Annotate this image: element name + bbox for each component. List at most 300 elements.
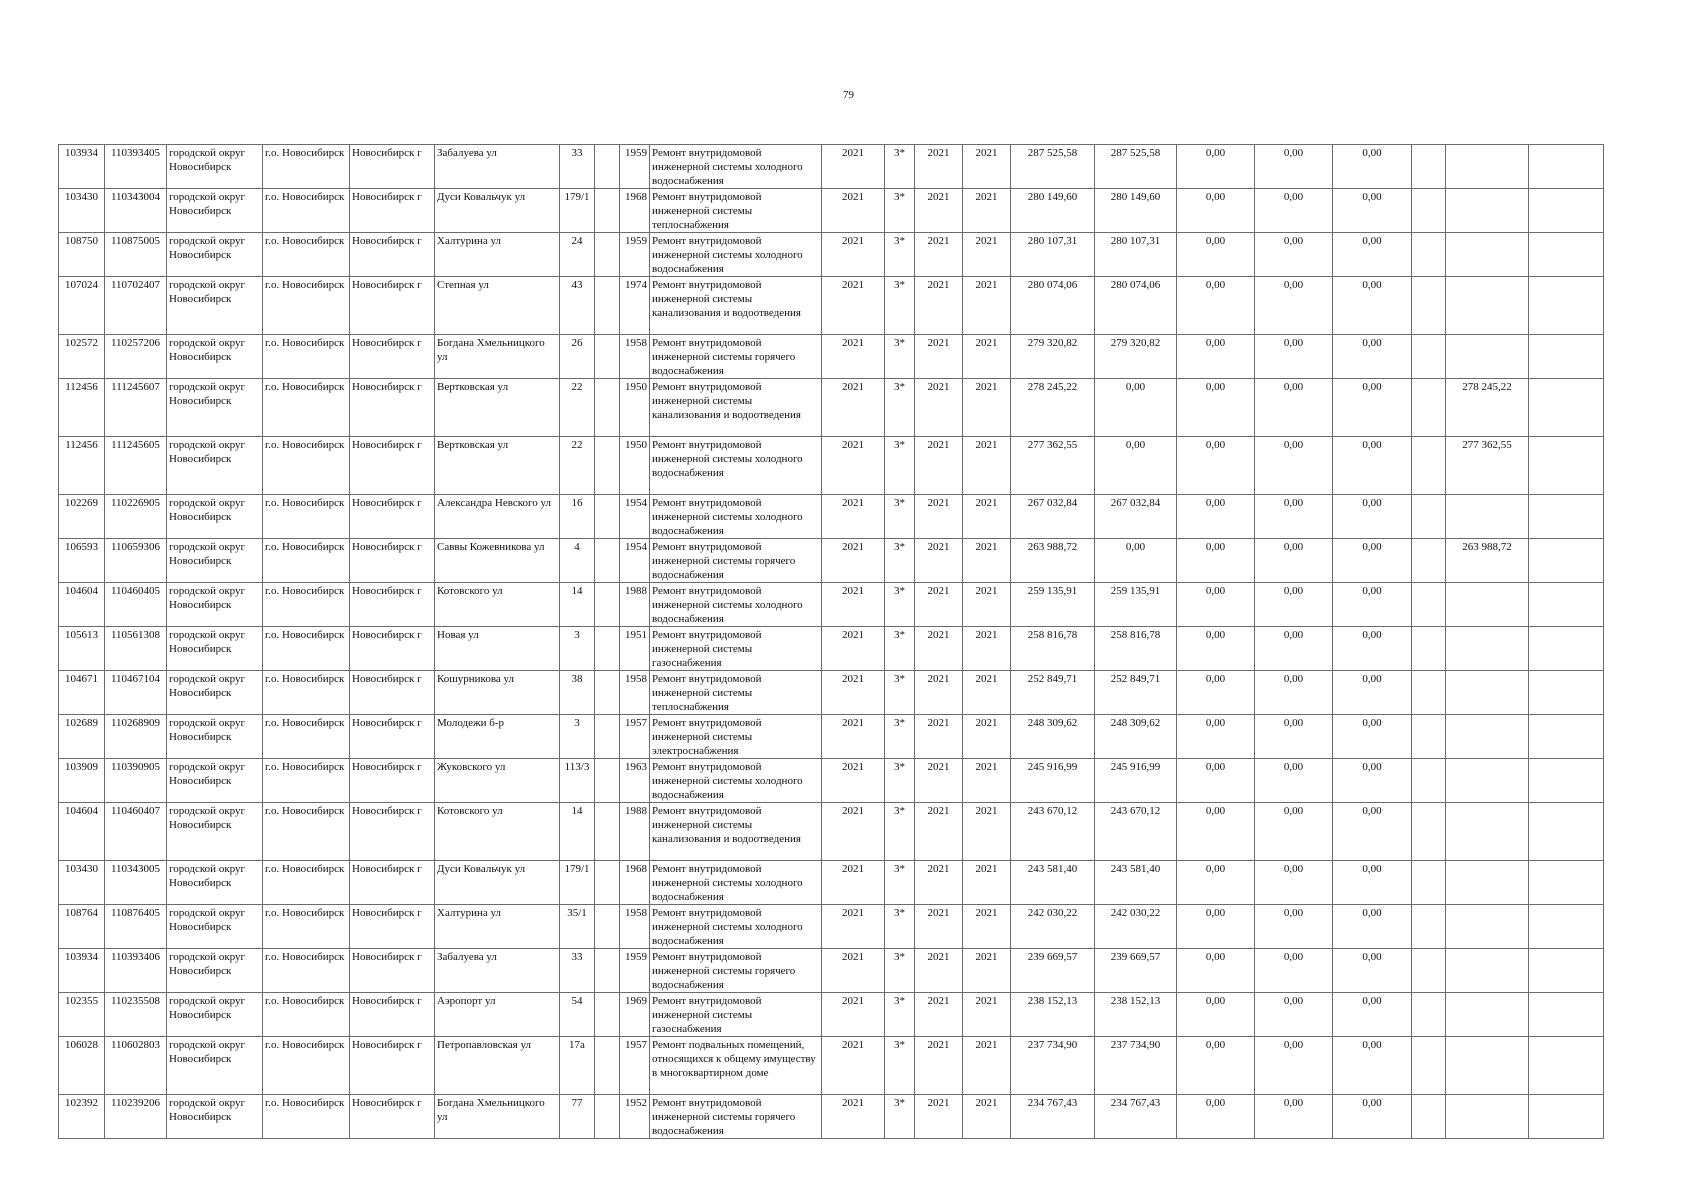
table-row — [59, 671, 1604, 715]
plan-year-cell: 2021 — [822, 495, 885, 539]
plan-year-cell: 2021 — [822, 1037, 885, 1095]
end-year-cell: 2021 — [963, 495, 1011, 539]
plan-year-cell: 2021 — [822, 539, 885, 583]
municipality-cell: городской округ Новосибирск — [167, 671, 263, 715]
note-cell — [1529, 1037, 1604, 1095]
house-number-cell: 33 — [560, 145, 595, 189]
federal-cost-cell: 0,00 — [1177, 437, 1255, 495]
end-year-cell: 2021 — [963, 335, 1011, 379]
table-row — [59, 759, 1604, 803]
municipality-cell: городской округ Новосибирск — [167, 583, 263, 627]
priority-cell: 3* — [885, 803, 915, 861]
fund-cost-cell: 252 849,71 — [1095, 671, 1177, 715]
work-id-cell: 110343005 — [105, 861, 167, 905]
work-id-cell: 110226905 — [105, 495, 167, 539]
locality-cell: Новосибирск г — [350, 189, 435, 233]
regional-cost-cell: 0,00 — [1255, 905, 1333, 949]
building-cell — [595, 993, 620, 1037]
work-type-cell: Ремонт внутридомовой инженерной системы холодного водоснабжения — [650, 145, 822, 189]
house-number-cell: 16 — [560, 495, 595, 539]
house-number-cell: 179/1 — [560, 861, 595, 905]
work-id-cell: 110876405 — [105, 905, 167, 949]
note-cell — [1529, 1095, 1604, 1139]
total-cost-cell: 267 032,84 — [1011, 495, 1095, 539]
municipality-cell: городской округ Новосибирск — [167, 993, 263, 1037]
priority-cell: 3* — [885, 671, 915, 715]
street-cell: Богдана Хмельницкого ул — [435, 1095, 560, 1139]
total-cost-cell: 280 107,31 — [1011, 233, 1095, 277]
local-cost-cell: 0,00 — [1333, 277, 1412, 335]
other-cost-cell: 263 988,72 — [1446, 539, 1529, 583]
federal-cost-cell: 0,00 — [1177, 233, 1255, 277]
local-cost-cell: 0,00 — [1333, 861, 1412, 905]
building-cell — [595, 627, 620, 671]
note-cell — [1529, 189, 1604, 233]
priority-cell: 3* — [885, 379, 915, 437]
note-cell — [1529, 627, 1604, 671]
priority-cell: 3* — [885, 993, 915, 1037]
other-cost-cell — [1446, 905, 1529, 949]
building-cell — [595, 379, 620, 437]
priority-cell: 3* — [885, 1095, 915, 1139]
table-row — [59, 437, 1604, 495]
plan-year-cell: 2021 — [822, 671, 885, 715]
locality-cell: Новосибирск г — [350, 861, 435, 905]
settlement-cell: г.о. Новосибирск — [263, 627, 350, 671]
local-cost-cell: 0,00 — [1333, 495, 1412, 539]
house-number-cell: 35/1 — [560, 905, 595, 949]
regional-cost-cell: 0,00 — [1255, 671, 1333, 715]
total-cost-cell: 234 767,43 — [1011, 1095, 1095, 1139]
year-built-cell: 1954 — [620, 539, 650, 583]
locality-cell: Новосибирск г — [350, 335, 435, 379]
table-row — [59, 233, 1604, 277]
object-id-cell: 104671 — [59, 671, 105, 715]
table-row — [59, 1095, 1604, 1139]
municipality-cell: городской округ Новосибирск — [167, 627, 263, 671]
work-id-cell: 110239206 — [105, 1095, 167, 1139]
street-cell: Кошурникова ул — [435, 671, 560, 715]
regional-cost-cell: 0,00 — [1255, 715, 1333, 759]
table-row — [59, 539, 1604, 583]
year-built-cell: 1959 — [620, 233, 650, 277]
other-cost-cell — [1446, 1037, 1529, 1095]
note-cell — [1529, 759, 1604, 803]
municipality-cell: городской округ Новосибирск — [167, 189, 263, 233]
object-id-cell: 103430 — [59, 861, 105, 905]
work-id-cell: 110257206 — [105, 335, 167, 379]
local-cost-cell: 0,00 — [1333, 583, 1412, 627]
year-built-cell: 1969 — [620, 993, 650, 1037]
table-row — [59, 1037, 1604, 1095]
note-cell — [1529, 803, 1604, 861]
settlement-cell: г.о. Новосибирск — [263, 539, 350, 583]
street-cell: Петропавловская ул — [435, 1037, 560, 1095]
start-year-cell: 2021 — [915, 803, 963, 861]
fund-cost-cell: 243 581,40 — [1095, 861, 1177, 905]
total-cost-cell: 279 320,82 — [1011, 335, 1095, 379]
work-type-cell: Ремонт подвальных помещений, относящихся к общему имуществу в многоквартирном доме — [650, 1037, 822, 1095]
locality-cell: Новосибирск г — [350, 233, 435, 277]
total-cost-cell: 287 525,58 — [1011, 145, 1095, 189]
locality-cell: Новосибирск г — [350, 1095, 435, 1139]
year-built-cell: 1974 — [620, 277, 650, 335]
municipality-cell: городской округ Новосибирск — [167, 715, 263, 759]
note-cell — [1529, 539, 1604, 583]
other-cost-cell — [1446, 803, 1529, 861]
fund-cost-cell: 280 107,31 — [1095, 233, 1177, 277]
priority-cell: 3* — [885, 539, 915, 583]
federal-cost-cell: 0,00 — [1177, 277, 1255, 335]
locality-cell: Новосибирск г — [350, 583, 435, 627]
object-id-cell: 112456 — [59, 379, 105, 437]
table-row — [59, 335, 1604, 379]
total-cost-cell: 278 245,22 — [1011, 379, 1095, 437]
note-cell — [1529, 233, 1604, 277]
building-cell — [595, 1095, 620, 1139]
note-cell — [1529, 861, 1604, 905]
street-cell: Забалуева ул — [435, 949, 560, 993]
fund-cost-cell: 0,00 — [1095, 379, 1177, 437]
owners-cost-cell — [1412, 145, 1446, 189]
owners-cost-cell — [1412, 495, 1446, 539]
note-cell — [1529, 145, 1604, 189]
federal-cost-cell: 0,00 — [1177, 583, 1255, 627]
work-type-cell: Ремонт внутридомовой инженерной системы горячего водоснабжения — [650, 1095, 822, 1139]
end-year-cell: 2021 — [963, 277, 1011, 335]
end-year-cell: 2021 — [963, 861, 1011, 905]
year-built-cell: 1958 — [620, 671, 650, 715]
total-cost-cell: 258 816,78 — [1011, 627, 1095, 671]
municipality-cell: городской округ Новосибирск — [167, 495, 263, 539]
owners-cost-cell — [1412, 671, 1446, 715]
year-built-cell: 1988 — [620, 583, 650, 627]
regional-cost-cell: 0,00 — [1255, 379, 1333, 437]
settlement-cell: г.о. Новосибирск — [263, 759, 350, 803]
owners-cost-cell — [1412, 715, 1446, 759]
start-year-cell: 2021 — [915, 145, 963, 189]
work-id-cell: 110390905 — [105, 759, 167, 803]
note-cell — [1529, 379, 1604, 437]
priority-cell: 3* — [885, 145, 915, 189]
street-cell: Саввы Кожевникова ул — [435, 539, 560, 583]
end-year-cell: 2021 — [963, 993, 1011, 1037]
start-year-cell: 2021 — [915, 861, 963, 905]
other-cost-cell — [1446, 189, 1529, 233]
local-cost-cell: 0,00 — [1333, 671, 1412, 715]
local-cost-cell: 0,00 — [1333, 233, 1412, 277]
start-year-cell: 2021 — [915, 671, 963, 715]
owners-cost-cell — [1412, 539, 1446, 583]
house-number-cell: 24 — [560, 233, 595, 277]
note-cell — [1529, 949, 1604, 993]
municipality-cell: городской округ Новосибирск — [167, 379, 263, 437]
end-year-cell: 2021 — [963, 905, 1011, 949]
year-built-cell: 1954 — [620, 495, 650, 539]
street-cell: Богдана Хмельницкого ул — [435, 335, 560, 379]
work-type-cell: Ремонт внутридомовой инженерной системы теплоснабжения — [650, 671, 822, 715]
end-year-cell: 2021 — [963, 1037, 1011, 1095]
building-cell — [595, 759, 620, 803]
note-cell — [1529, 437, 1604, 495]
settlement-cell: г.о. Новосибирск — [263, 233, 350, 277]
work-id-cell: 111245607 — [105, 379, 167, 437]
locality-cell: Новосибирск г — [350, 1037, 435, 1095]
regional-cost-cell: 0,00 — [1255, 189, 1333, 233]
object-id-cell: 103430 — [59, 189, 105, 233]
other-cost-cell: 277 362,55 — [1446, 437, 1529, 495]
regional-cost-cell: 0,00 — [1255, 861, 1333, 905]
fund-cost-cell: 0,00 — [1095, 539, 1177, 583]
fund-cost-cell: 234 767,43 — [1095, 1095, 1177, 1139]
owners-cost-cell — [1412, 627, 1446, 671]
end-year-cell: 2021 — [963, 145, 1011, 189]
year-built-cell: 1950 — [620, 379, 650, 437]
work-type-cell: Ремонт внутридомовой инженерной системы холодного водоснабжения — [650, 495, 822, 539]
federal-cost-cell: 0,00 — [1177, 861, 1255, 905]
fund-cost-cell: 280 149,60 — [1095, 189, 1177, 233]
other-cost-cell — [1446, 233, 1529, 277]
fund-cost-cell: 0,00 — [1095, 437, 1177, 495]
work-id-cell: 110602803 — [105, 1037, 167, 1095]
house-number-cell: 22 — [560, 437, 595, 495]
other-cost-cell — [1446, 759, 1529, 803]
total-cost-cell: 263 988,72 — [1011, 539, 1095, 583]
street-cell: Вертковская ул — [435, 379, 560, 437]
priority-cell: 3* — [885, 905, 915, 949]
municipality-cell: городской округ Новосибирск — [167, 803, 263, 861]
work-id-cell: 110460405 — [105, 583, 167, 627]
priority-cell: 3* — [885, 1037, 915, 1095]
municipality-cell: городской округ Новосибирск — [167, 277, 263, 335]
building-cell — [595, 145, 620, 189]
work-id-cell: 110659306 — [105, 539, 167, 583]
object-id-cell: 102689 — [59, 715, 105, 759]
settlement-cell: г.о. Новосибирск — [263, 277, 350, 335]
total-cost-cell: 243 581,40 — [1011, 861, 1095, 905]
owners-cost-cell — [1412, 379, 1446, 437]
fund-cost-cell: 242 030,22 — [1095, 905, 1177, 949]
federal-cost-cell: 0,00 — [1177, 495, 1255, 539]
note-cell — [1529, 905, 1604, 949]
priority-cell: 3* — [885, 233, 915, 277]
plan-year-cell: 2021 — [822, 949, 885, 993]
object-id-cell: 104604 — [59, 583, 105, 627]
start-year-cell: 2021 — [915, 539, 963, 583]
street-cell: Жуковского ул — [435, 759, 560, 803]
regional-cost-cell: 0,00 — [1255, 1095, 1333, 1139]
work-type-cell: Ремонт внутридомовой инженерной системы холодного водоснабжения — [650, 583, 822, 627]
work-type-cell: Ремонт внутридомовой инженерной системы горячего водоснабжения — [650, 335, 822, 379]
start-year-cell: 2021 — [915, 277, 963, 335]
work-id-cell: 110561308 — [105, 627, 167, 671]
start-year-cell: 2021 — [915, 437, 963, 495]
locality-cell: Новосибирск г — [350, 803, 435, 861]
street-cell: Халтурина ул — [435, 905, 560, 949]
plan-year-cell: 2021 — [822, 627, 885, 671]
year-built-cell: 1963 — [620, 759, 650, 803]
work-id-cell: 110393405 — [105, 145, 167, 189]
owners-cost-cell — [1412, 189, 1446, 233]
federal-cost-cell: 0,00 — [1177, 993, 1255, 1037]
locality-cell: Новосибирск г — [350, 145, 435, 189]
locality-cell: Новосибирск г — [350, 949, 435, 993]
local-cost-cell: 0,00 — [1333, 993, 1412, 1037]
work-id-cell: 110393406 — [105, 949, 167, 993]
year-built-cell: 1988 — [620, 803, 650, 861]
work-type-cell: Ремонт внутридомовой инженерной системы холодного водоснабжения — [650, 437, 822, 495]
start-year-cell: 2021 — [915, 1095, 963, 1139]
local-cost-cell: 0,00 — [1333, 949, 1412, 993]
regional-cost-cell: 0,00 — [1255, 759, 1333, 803]
house-number-cell: 54 — [560, 993, 595, 1037]
plan-year-cell: 2021 — [822, 145, 885, 189]
plan-year-cell: 2021 — [822, 759, 885, 803]
street-cell: Дуси Ковальчук ул — [435, 189, 560, 233]
fund-cost-cell: 279 320,82 — [1095, 335, 1177, 379]
other-cost-cell — [1446, 715, 1529, 759]
plan-year-cell: 2021 — [822, 379, 885, 437]
building-cell — [595, 495, 620, 539]
owners-cost-cell — [1412, 1095, 1446, 1139]
object-id-cell: 102269 — [59, 495, 105, 539]
start-year-cell: 2021 — [915, 379, 963, 437]
other-cost-cell: 278 245,22 — [1446, 379, 1529, 437]
work-type-cell: Ремонт внутридомовой инженерной системы газоснабжения — [650, 627, 822, 671]
work-id-cell: 110467104 — [105, 671, 167, 715]
house-number-cell: 113/3 — [560, 759, 595, 803]
owners-cost-cell — [1412, 277, 1446, 335]
year-built-cell: 1968 — [620, 189, 650, 233]
fund-cost-cell: 248 309,62 — [1095, 715, 1177, 759]
building-cell — [595, 861, 620, 905]
locality-cell: Новосибирск г — [350, 715, 435, 759]
regional-cost-cell: 0,00 — [1255, 233, 1333, 277]
work-id-cell: 111245605 — [105, 437, 167, 495]
end-year-cell: 2021 — [963, 539, 1011, 583]
table-row — [59, 277, 1604, 335]
plan-year-cell: 2021 — [822, 277, 885, 335]
year-built-cell: 1957 — [620, 715, 650, 759]
federal-cost-cell: 0,00 — [1177, 189, 1255, 233]
note-cell — [1529, 335, 1604, 379]
settlement-cell: г.о. Новосибирск — [263, 949, 350, 993]
table-row — [59, 495, 1604, 539]
table-row — [59, 861, 1604, 905]
fund-cost-cell: 287 525,58 — [1095, 145, 1177, 189]
federal-cost-cell: 0,00 — [1177, 803, 1255, 861]
house-number-cell: 43 — [560, 277, 595, 335]
house-number-cell: 3 — [560, 715, 595, 759]
year-built-cell: 1950 — [620, 437, 650, 495]
object-id-cell: 106028 — [59, 1037, 105, 1095]
local-cost-cell: 0,00 — [1333, 759, 1412, 803]
locality-cell: Новосибирск г — [350, 379, 435, 437]
object-id-cell: 103934 — [59, 145, 105, 189]
plan-year-cell: 2021 — [822, 993, 885, 1037]
owners-cost-cell — [1412, 861, 1446, 905]
object-id-cell: 102392 — [59, 1095, 105, 1139]
other-cost-cell — [1446, 627, 1529, 671]
priority-cell: 3* — [885, 627, 915, 671]
building-cell — [595, 905, 620, 949]
start-year-cell: 2021 — [915, 905, 963, 949]
total-cost-cell: 248 309,62 — [1011, 715, 1095, 759]
settlement-cell: г.о. Новосибирск — [263, 671, 350, 715]
street-cell: Новая ул — [435, 627, 560, 671]
street-cell: Забалуева ул — [435, 145, 560, 189]
building-cell — [595, 277, 620, 335]
local-cost-cell: 0,00 — [1333, 1095, 1412, 1139]
owners-cost-cell — [1412, 233, 1446, 277]
work-type-cell: Ремонт внутридомовой инженерной системы горячего водоснабжения — [650, 539, 822, 583]
other-cost-cell — [1446, 145, 1529, 189]
other-cost-cell — [1446, 861, 1529, 905]
table-row — [59, 627, 1604, 671]
total-cost-cell: 237 734,90 — [1011, 1037, 1095, 1095]
building-cell — [595, 715, 620, 759]
municipality-cell: городской округ Новосибирск — [167, 335, 263, 379]
priority-cell: 3* — [885, 861, 915, 905]
house-number-cell: 14 — [560, 583, 595, 627]
fund-cost-cell: 245 916,99 — [1095, 759, 1177, 803]
municipality-cell: городской округ Новосибирск — [167, 905, 263, 949]
total-cost-cell: 259 135,91 — [1011, 583, 1095, 627]
local-cost-cell: 0,00 — [1333, 539, 1412, 583]
building-cell — [595, 803, 620, 861]
building-cell — [595, 949, 620, 993]
settlement-cell: г.о. Новосибирск — [263, 583, 350, 627]
locality-cell: Новосибирск г — [350, 993, 435, 1037]
object-id-cell: 105613 — [59, 627, 105, 671]
federal-cost-cell: 0,00 — [1177, 715, 1255, 759]
total-cost-cell: 280 074,06 — [1011, 277, 1095, 335]
other-cost-cell — [1446, 495, 1529, 539]
building-cell — [595, 1037, 620, 1095]
owners-cost-cell — [1412, 949, 1446, 993]
year-built-cell: 1957 — [620, 1037, 650, 1095]
fund-cost-cell: 280 074,06 — [1095, 277, 1177, 335]
street-cell: Степная ул — [435, 277, 560, 335]
settlement-cell: г.о. Новосибирск — [263, 335, 350, 379]
local-cost-cell: 0,00 — [1333, 379, 1412, 437]
federal-cost-cell: 0,00 — [1177, 379, 1255, 437]
federal-cost-cell: 0,00 — [1177, 671, 1255, 715]
start-year-cell: 2021 — [915, 949, 963, 993]
work-id-cell: 110268909 — [105, 715, 167, 759]
priority-cell: 3* — [885, 715, 915, 759]
settlement-cell: г.о. Новосибирск — [263, 145, 350, 189]
street-cell: Котовского ул — [435, 583, 560, 627]
local-cost-cell: 0,00 — [1333, 189, 1412, 233]
table-row — [59, 993, 1604, 1037]
start-year-cell: 2021 — [915, 715, 963, 759]
work-id-cell: 110343004 — [105, 189, 167, 233]
plan-year-cell: 2021 — [822, 583, 885, 627]
priority-cell: 3* — [885, 949, 915, 993]
end-year-cell: 2021 — [963, 379, 1011, 437]
year-built-cell: 1958 — [620, 335, 650, 379]
note-cell — [1529, 993, 1604, 1037]
locality-cell: Новосибирск г — [350, 277, 435, 335]
total-cost-cell: 245 916,99 — [1011, 759, 1095, 803]
house-number-cell: 4 — [560, 539, 595, 583]
settlement-cell: г.о. Новосибирск — [263, 803, 350, 861]
regional-cost-cell: 0,00 — [1255, 1037, 1333, 1095]
plan-year-cell: 2021 — [822, 437, 885, 495]
priority-cell: 3* — [885, 437, 915, 495]
regional-cost-cell: 0,00 — [1255, 335, 1333, 379]
